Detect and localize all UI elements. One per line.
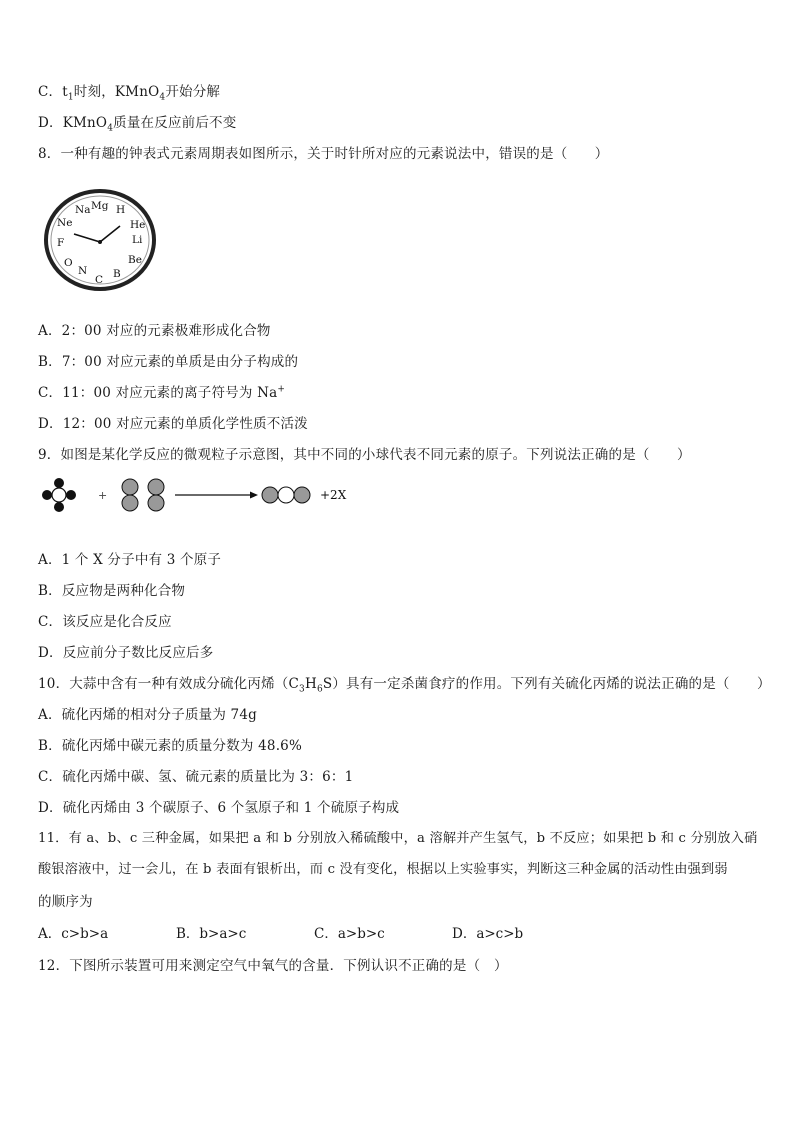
q11-stem-line-3: 的顺序为 [38,894,93,910]
reactant-molecule-2 [122,479,164,511]
q9-option-a: A．1 个 X 分子中有 3 个原子 [38,552,222,568]
q10-option-d: D．硫化丙烯由 3 个碳原子、6 个氢原子和 1 个硫原子构成 [38,800,400,816]
q8-option-a: A．2：00 对应的元素极难形成化合物 [38,323,271,339]
q11-option-d: D．a>c>b [452,926,524,942]
q9-stem: 9．如图是某化学反应的微观粒子示意图，其中不同的小球代表不同元素的原子。下列说法正确的是（ ） [38,447,691,463]
q11-option-a: A．c>b>a [38,926,109,942]
q11-stem-line-2: 酸银溶液中，过一会儿，在 b 表面有银析出，而 c 没有变化，根据以上实验事实，判断这三种金属的活动性由强到弱 [38,862,728,877]
clock-label-he: He [130,219,146,231]
q9-option-d: D．反应前分子数比反应后多 [38,645,214,661]
clock-label-c: C [95,274,104,286]
clock-label-li: Li [132,234,143,246]
q11-stem-line-1: 11．有 a、b、c 三种金属，如果把 a 和 b 分别放入稀硫酸中，a 溶解并产生氢气，b 不反应；如果把 b 和 c 分别放入硝 [38,831,758,846]
q10-option-b: B．硫化丙烯中碳元素的质量分数为 48.6% [38,738,302,754]
q10-option-c: C．硫化丙烯中碳、氢、硫元素的质量比为 3：6：1 [38,769,354,785]
clock-label-mg: Mg [91,200,109,212]
clock-label-na: Na [75,204,91,216]
clock-periodic-table-figure [42,188,158,292]
clock-label-n: N [78,265,88,277]
reaction-product-x: +2X [320,488,347,502]
q9-option-b: B．反应物是两种化合物 [38,583,186,599]
q10-stem: 10．大蒜中含有一种有效成分硫化丙烯$(C_3H_6S)$具有一定杀菌食疗的作用。下列有关硫化丙烯的说法正确的是（ ） [38,676,771,695]
q10-option-a: A．硫化丙烯的相对分子质量为 74g [38,707,257,723]
q7-option-c: C．$t_1$时刻，KMnO$_4$开始分解 [38,84,221,103]
q11-options [38,925,758,943]
reaction-arrow-head [250,492,258,499]
clock-label-o: O [64,257,73,269]
q8-option-c: C．11：00 对应元素的离子符号为 Na+ [38,384,286,401]
q9-option-c: C．该反应是化合反应 [38,614,172,630]
q8-option-d: D．12：00 对应元素的单质化学性质不活泼 [38,416,308,432]
clock-label-ne: Ne [57,217,73,229]
clock-label-be: Be [128,254,142,266]
product-molecule [262,487,310,503]
q12-stem: 12．下图所示装置可用来测定空气中氧气的含量．下例认识不正确的是（ ） [38,958,508,974]
clock-label-b: B [113,268,121,280]
clock-label-h: H [116,204,126,216]
q11-option-c: C．a>b>c [314,926,385,942]
q8-stem: 8．一种有趣的钟表式元素周期表如图所示，关于时针所对应的元素说法中，错误的是（ ） [38,146,609,162]
reactant-molecule-1 [42,478,76,512]
q8-option-b: B．7：00 对应元素的单质是由分子构成的 [38,354,299,370]
clock-center [98,240,102,244]
clock-label-f: F [57,237,65,249]
reaction-diagram [38,476,368,514]
q11-option-b: B．b>a>c [176,926,247,942]
reaction-plus: + [98,489,108,502]
q7-option-d: D．KMnO$_4$质量在反应前后不变 [38,115,237,134]
